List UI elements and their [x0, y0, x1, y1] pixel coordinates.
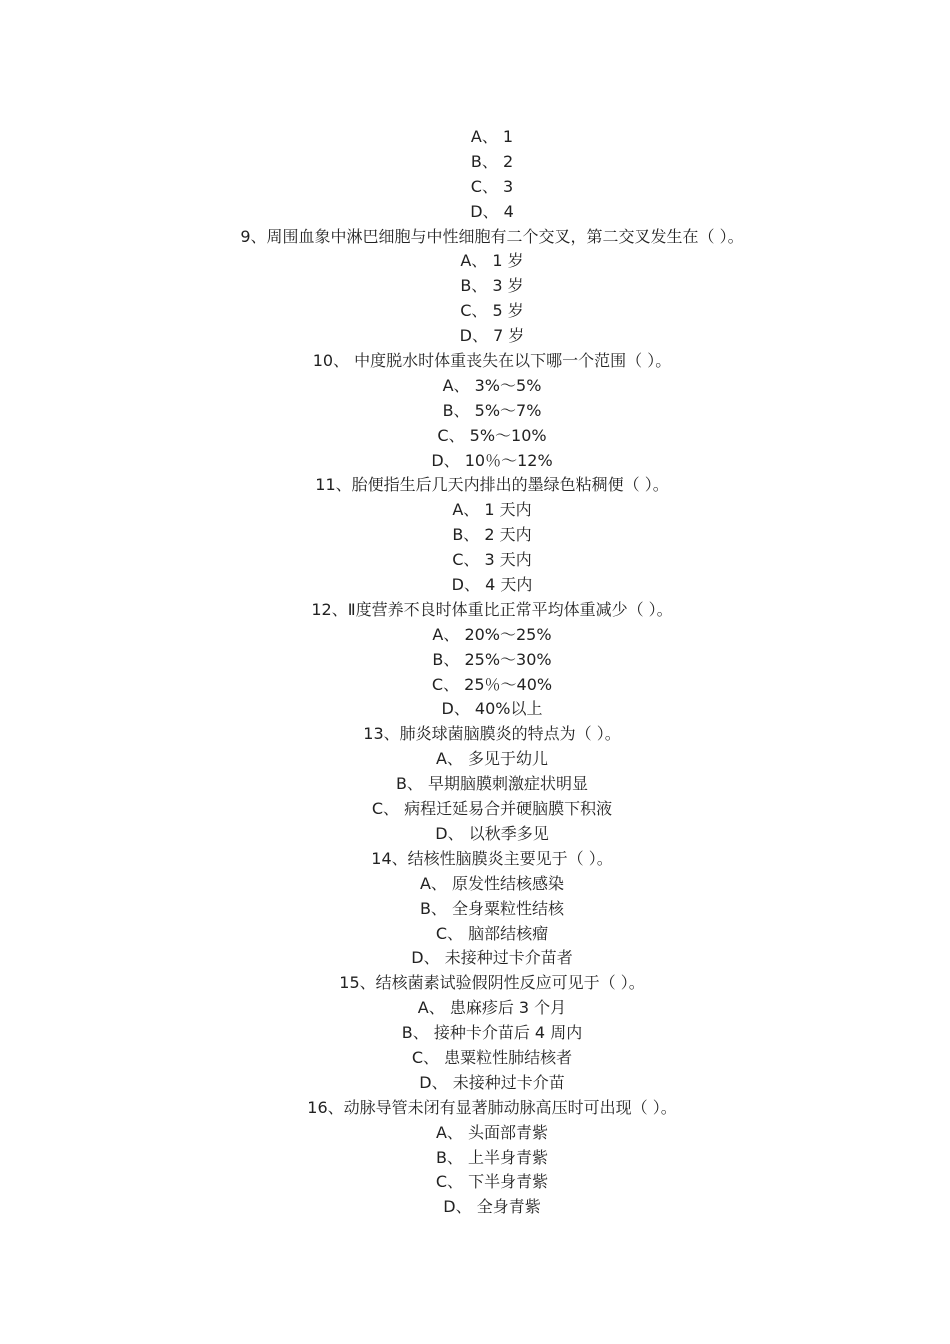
option-line: C、 病程迁延易合并硬脑膜下积液: [371, 799, 613, 819]
option-line: D、 7 岁: [459, 326, 525, 346]
document-page: [0, 125, 950, 1220]
question-line: 11、胎便指生后几天内排出的墨绿色粘稠便（ ）。: [315, 475, 669, 495]
option-line: A、 3%～5%: [442, 375, 542, 395]
option-line: A、 患麻疹后 3 个月: [417, 998, 567, 1018]
option-line: B、 全身粟粒性结核: [419, 898, 565, 918]
option-line: D、 40%以上: [441, 699, 543, 719]
option-line: A、 20%～25%: [432, 624, 552, 644]
option-line: C、 下半身青紫: [435, 1172, 549, 1192]
option-line: B、 2: [470, 151, 514, 171]
option-line: A、 1 岁: [460, 251, 524, 271]
option-line: A、 1 天内: [452, 500, 532, 520]
question-line: 9、周围血象中淋巴细胞与中性细胞有二个交叉，第二交叉发生在（ ）。: [240, 226, 744, 246]
option-line: D、 以秋季多见: [435, 823, 549, 843]
option-line: B、 早期脑膜刺激症状明显: [395, 774, 589, 794]
option-line: D、 未接种过卡介苗者: [411, 948, 573, 968]
option-line: C、 患粟粒性肺结核者: [411, 1047, 573, 1067]
option-line: D、 未接种过卡介苗: [419, 1072, 565, 1092]
option-line: B、 3 岁: [460, 276, 524, 296]
option-line: C、 5%～10%: [437, 425, 547, 445]
option-line: C、 脑部结核瘤: [435, 923, 549, 943]
question-line: 14、结核性脑膜炎主要见于（ ）。: [371, 848, 613, 868]
question-line: 16、动脉导管未闭有显著肺动脉高压时可出现（ ）。: [307, 1097, 677, 1117]
option-line: C、 25％～40%: [431, 674, 553, 694]
option-line: A、 多见于幼儿: [435, 749, 549, 769]
option-line: D、 10％～12%: [431, 450, 553, 470]
option-line: B、 上半身青紫: [435, 1147, 549, 1167]
option-line: A、 原发性结核感染: [419, 873, 565, 893]
option-line: A、 1: [470, 127, 514, 146]
option-line: A、 头面部青紫: [435, 1122, 549, 1142]
question-line: 12、Ⅱ度营养不良时体重比正常平均体重减少（ ）。: [311, 599, 673, 619]
option-line: B、 接种卡介苗后 4 周内: [401, 1023, 583, 1043]
option-line: D、 全身青紫: [443, 1197, 541, 1217]
option-line: D、 4 天内: [451, 575, 533, 595]
option-line: B、 25%～30%: [432, 649, 552, 669]
question-line: 15、结核菌素试验假阴性反应可见于（ ）。: [339, 973, 645, 993]
question-line: 13、肺炎球菌脑膜炎的特点为（ ）。: [363, 724, 621, 744]
option-line: C、 5 岁: [460, 301, 524, 321]
option-line: C、 3 天内: [452, 550, 532, 570]
option-line: B、 2 天内: [452, 525, 532, 545]
option-line: C、 3: [470, 176, 514, 196]
option-line: D、 4: [470, 201, 514, 221]
option-line: B、 5%～7%: [442, 400, 542, 420]
question-line: 10、 中度脱水时体重丧失在以下哪一个范围（ ）。: [312, 351, 672, 371]
